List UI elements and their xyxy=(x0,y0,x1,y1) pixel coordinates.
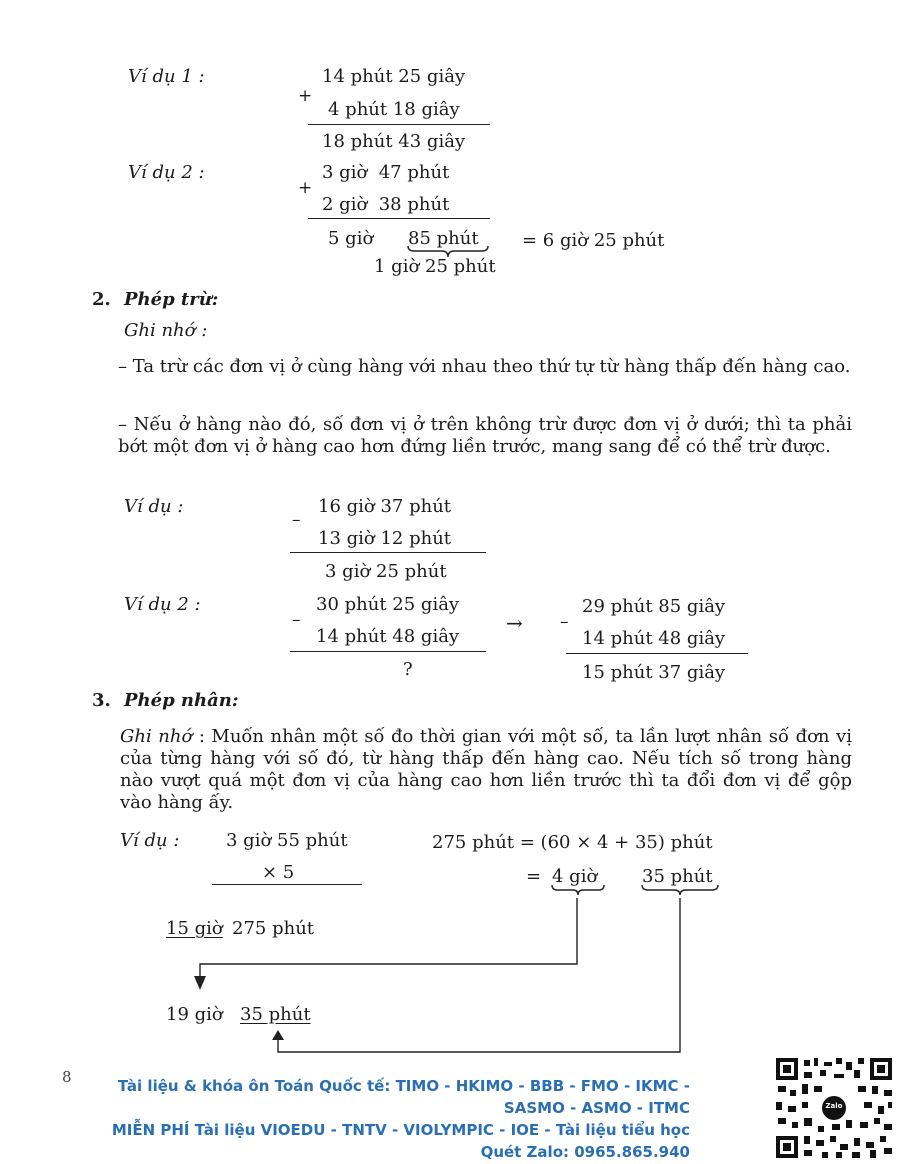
minus-sign: – xyxy=(292,610,301,630)
addition-example2-carry-note: 1 giờ 25 phút xyxy=(374,256,496,277)
subtraction-example2-result: ? xyxy=(403,659,413,680)
arrow-down-icon xyxy=(194,976,206,990)
conversion-equals: = xyxy=(526,866,542,887)
footer-line-1: Tài liệu & khóa ôn Toán Quốc tế: TIMO - HKIMO - BBB - FMO - IKMC - xyxy=(117,1077,690,1095)
section-number: 2. xyxy=(92,289,111,310)
subtraction-heading: Phép trừ: xyxy=(124,289,219,310)
subtraction-rule-1: – Ta trừ các đơn vị ở cùng hàng với nhau theo thứ tự từ hàng thấp đến hàng cao. xyxy=(118,356,851,377)
addition-example2-equals: = 6 giờ 25 phút xyxy=(522,230,665,251)
multiplication-multiplier: × 5 xyxy=(262,862,295,883)
final-minutes: 35 phút xyxy=(240,1004,311,1025)
subtraction-example2-line2: 14 phút 48 giây xyxy=(316,626,460,647)
subtraction-example1-line1: 16 giờ 37 phút xyxy=(318,496,452,517)
minus-sign: – xyxy=(292,510,301,530)
multiplication-note-label: Ghi nhớ xyxy=(120,726,193,747)
subtraction-example2b-result: 15 phút 37 giây xyxy=(582,662,726,683)
conversion-hours: 4 giờ xyxy=(552,866,598,887)
subtraction-example1-result: 3 giờ 25 phút xyxy=(325,561,447,582)
subtraction-example2-label: Ví dụ 2 : xyxy=(124,594,201,615)
footer-line-4: Quét Zalo: 0965.865.940 xyxy=(480,1143,690,1161)
subtraction-rule-2: – Nếu ở hàng nào đó, số đơn vị ở trên không trừ được đơn vị ở dưới; thì ta phải bớt một đơn vị ở hàng cao hơn đứng liền trước, mang sang để có thể trừ được. xyxy=(118,414,852,457)
multiplication-heading: Phép nhân: xyxy=(124,690,239,711)
partial-minutes: 275 phút xyxy=(232,918,315,939)
subtraction-example2b-line2: 14 phút 48 giây xyxy=(582,628,726,649)
multiplication-rule-text: : Muốn nhân một số đo thời gian với một số, ta lần lượt nhân số đơn vị của từng hàng với số đó, từ hàng thấp đến hàng cao. Nếu tích số trong hàng nào vượt quá một đơn vị của hàng cao hơn liền trước thì ta đổi đơn vị để gộp vào hàng ấy. xyxy=(120,726,852,813)
subtraction-example1-label: Ví dụ : xyxy=(124,496,184,517)
zalo-logo: Zalo xyxy=(825,1102,843,1110)
underbrace-35-phut xyxy=(642,885,718,895)
addition-example1-label: Ví dụ 1 : xyxy=(128,66,205,87)
minus-sign: – xyxy=(560,612,569,632)
subtraction-example2b-line1: 29 phút 85 giây xyxy=(582,596,726,617)
conversion-line: 275 phút = (60 × 4 + 35) phút xyxy=(432,832,713,853)
subtraction-example2-line1: 30 phút 25 giây xyxy=(316,594,460,615)
addition-example2-line2: 2 giờ 38 phút xyxy=(322,194,450,215)
page-number: 8 xyxy=(62,1068,72,1086)
addition-example1-result: 18 phút 43 giây xyxy=(322,131,466,152)
multiplication-example-label: Ví dụ : xyxy=(120,830,180,851)
addition-example2-result-minutes: 85 phút xyxy=(408,228,479,249)
section-number: 3. xyxy=(92,690,111,711)
addition-example2-line1: 3 giờ 47 phút xyxy=(322,162,450,183)
addition-example1-line2: 4 phút 18 giây xyxy=(328,99,460,120)
footer-line-3: MIỄN PHÍ Tài liệu VIOEDU - TNTV - VIOLYMPIC - IOE - Tài liệu tiểu học xyxy=(111,1121,690,1139)
addition-example2-label: Ví dụ 2 : xyxy=(128,162,205,183)
subtraction-example1-line2: 13 giờ 12 phút xyxy=(318,528,452,549)
connector-minutes-line xyxy=(278,898,680,1052)
multiplication-factor: 3 giờ 55 phút xyxy=(226,830,348,851)
addition-example1-line1: 14 phút 25 giây xyxy=(322,66,466,87)
underbrace-4-gio xyxy=(552,885,604,895)
arrow-right-icon: → xyxy=(506,611,523,635)
footer-line-2: SASMO - ASMO - ITMC xyxy=(503,1099,690,1117)
conversion-minutes: 35 phút xyxy=(642,866,713,887)
plus-sign: + xyxy=(298,86,313,106)
plus-sign: + xyxy=(298,178,313,198)
qr-code[interactable] xyxy=(774,1056,894,1160)
addition-example2-result-hours: 5 giờ xyxy=(328,228,374,249)
final-hours: 19 giờ xyxy=(166,1004,223,1025)
arrow-up-icon xyxy=(272,1030,284,1040)
underbrace-85-phut xyxy=(408,246,488,257)
subtraction-note-label: Ghi nhớ : xyxy=(124,320,208,341)
partial-hours: 15 giờ xyxy=(166,918,223,939)
connector-hours-line xyxy=(200,898,577,978)
